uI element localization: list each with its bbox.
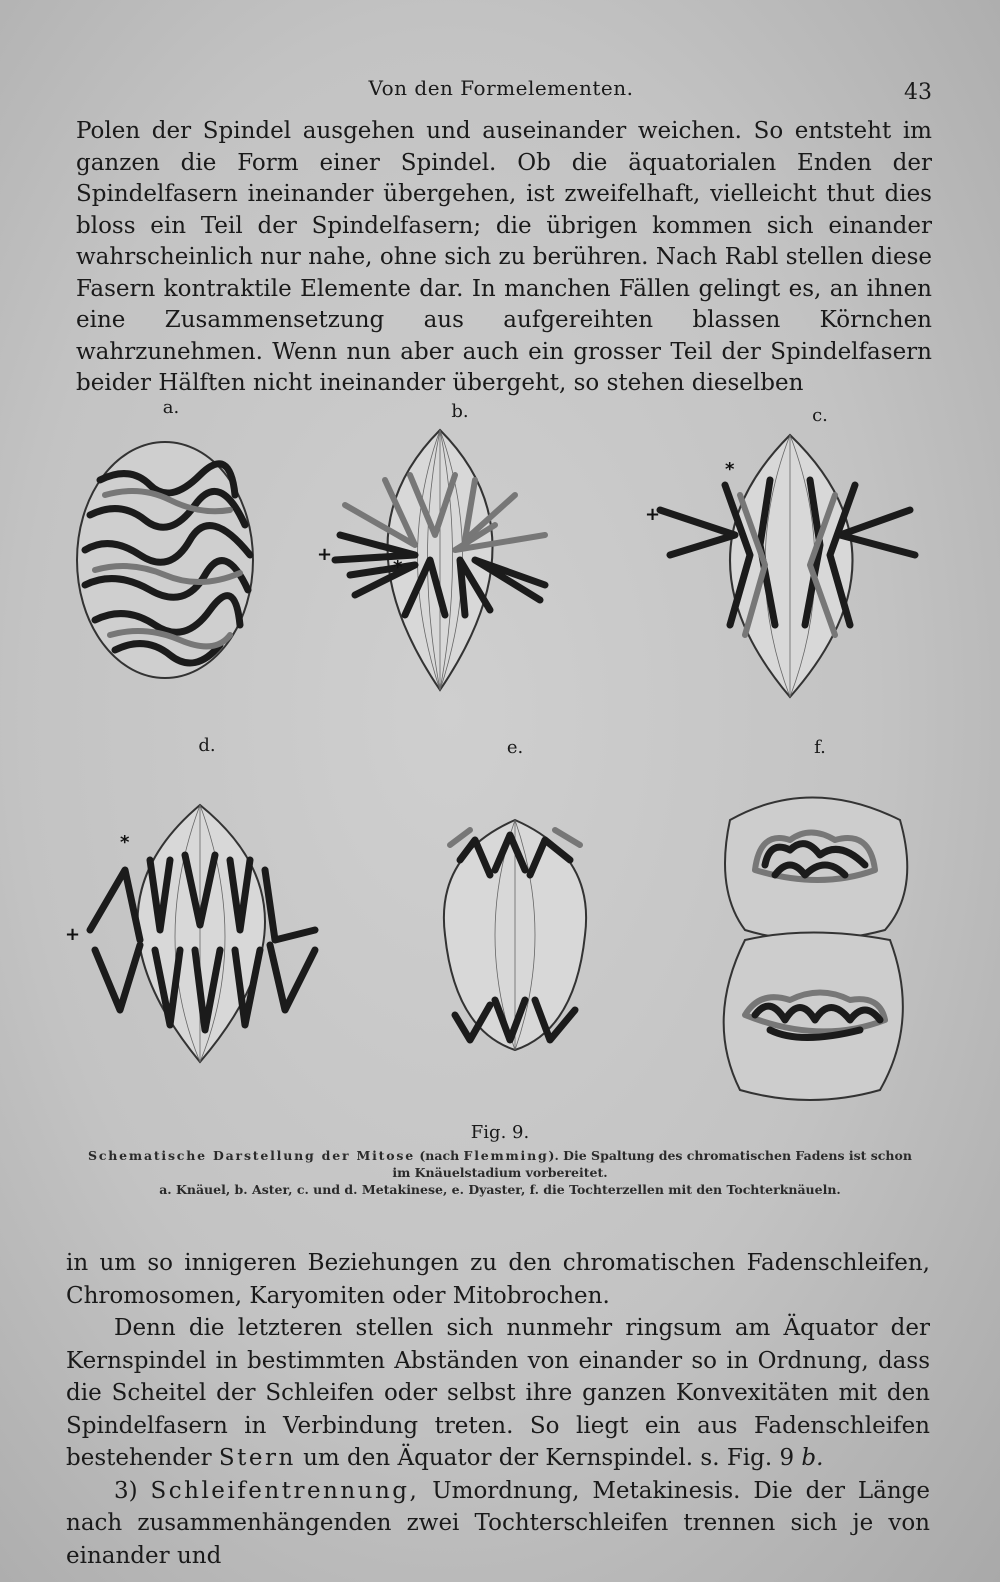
caption-rest: ). Die Spaltung des chromatischen Fadens ist schon xyxy=(548,1148,912,1163)
running-title: Von den Formelementen. xyxy=(368,76,634,100)
star-marker: * xyxy=(725,459,735,480)
tochterzellen-drawing xyxy=(710,780,925,1105)
plus-marker: + xyxy=(645,504,661,525)
panel-label-f: f. xyxy=(814,737,826,758)
body-text: um den Äquator der Kernspindel. s. Fig. 9 xyxy=(303,1445,795,1471)
section-number: 3) xyxy=(114,1477,138,1504)
body-paragraph xyxy=(66,1312,930,1475)
star-marker: * xyxy=(393,557,403,578)
figure-9 xyxy=(60,395,940,1125)
dyaster-drawing xyxy=(435,815,595,1055)
aster-drawing xyxy=(315,425,565,695)
top-paragraph-block xyxy=(76,116,932,400)
figure-ref: b. xyxy=(801,1445,824,1471)
caption-title: Schematische Darstellung der Mitose xyxy=(88,1148,415,1163)
figure-caption xyxy=(60,1122,940,1198)
page-number: 43 xyxy=(904,80,932,105)
emphasis-stern: Stern xyxy=(218,1445,296,1471)
star-marker: * xyxy=(120,832,130,853)
body-paragraph: in um so innigeren Beziehungen zu den chromatischen Fadenschleifen, Chromosomen, Karyomiten oder Mitobrochen. xyxy=(66,1250,930,1309)
knaeuel-drawing xyxy=(70,435,260,685)
panel-label-e: e. xyxy=(506,737,524,758)
body-paragraph xyxy=(66,1475,930,1573)
caption-line-3: a. Knäuel, b. Aster, c. und d. Metakinese, e. Dyaster, f. die Tochterzellen mit den Tochterknäueln. xyxy=(159,1182,841,1197)
body-text: Denn die letzteren stellen sich nunmehr ringsum am Äquator der Kernspindel in bestimmten Abständen von einander so in Ordnung, dass die Scheitel der Schleifen oder selbst ihre ganzen Konvexitäten mit den Spindelfasern in Verbindung treten. So liegt ein aus Fadenschleifen bestehender xyxy=(66,1315,930,1471)
panel-label-c: c. xyxy=(812,405,828,426)
body-paragraph: Polen der Spindel ausgehen und auseinander weichen. So entsteht im ganzen die Form einer Spindel. Ob die äquatorialen Enden der Spindelfasern ineinander übergehen, ist zweifelhaft, vielleicht thut dies bloss ein Teil der Spindelfasern; die übrigen kommen sich einander wahrscheinlich nur nahe, ohne sich zu berühren. Nach Rabl stellen diese Fasern kontraktile Elemente dar. In manchen Fällen gelingt es, an ihnen eine Zusammensetzung aus aufgereihten blassen Körnchen wahrzunehmen. Wenn nun aber auch ein grosser Teil der Spindelfasern beider Hälften nicht ineinander übergeht, so stehen dieselben xyxy=(76,118,932,396)
metakinese-d-drawing xyxy=(60,800,340,1070)
metakinese-c-drawing xyxy=(640,425,930,705)
section-heading: Schleifentrennung, xyxy=(150,1477,420,1504)
caption-author: Flemming xyxy=(463,1148,549,1163)
caption-line-2: im Knäuelstadium vorbereitet. xyxy=(392,1165,608,1180)
panel-label-a: a. xyxy=(162,397,180,418)
bottom-text-block xyxy=(66,1247,930,1572)
figure-number: Fig. 9. xyxy=(470,1122,530,1143)
body-text: Umordnung, Metakinesis. Die der Länge nach zusammenhängenden zwei Tochterschleifen trennen sich je von einander und xyxy=(66,1477,931,1569)
plus-marker: + xyxy=(65,924,81,945)
page-header xyxy=(70,72,932,105)
plus-marker: + xyxy=(317,544,333,565)
caption-paren-open: (nach xyxy=(419,1148,460,1163)
panel-label-b: b. xyxy=(451,401,469,422)
caption-line-1 xyxy=(60,1147,940,1164)
panel-label-d: d. xyxy=(198,735,216,756)
